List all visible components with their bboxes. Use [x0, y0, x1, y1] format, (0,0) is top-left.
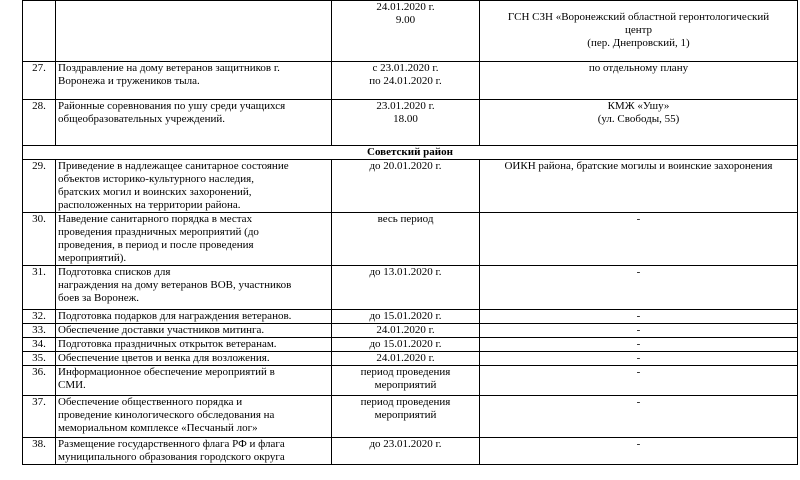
event-line: Информационное обеспечение мероприятий в [58, 366, 275, 378]
row-number-cell: 38. [23, 438, 56, 465]
place-cell [480, 352, 798, 366]
date-cell [332, 266, 480, 310]
table-row [23, 338, 798, 352]
date-line: до 13.01.2020 г. [369, 266, 442, 278]
row-number-cell: 27. [23, 62, 56, 100]
place-cell [480, 396, 798, 438]
row-number-cell: 33. [23, 324, 56, 338]
table-row [23, 438, 798, 465]
table-row [23, 266, 798, 310]
section-row [23, 146, 798, 160]
place-cell [480, 213, 798, 266]
event-line: награждения на дому ветеранов ВОВ, участников [58, 279, 292, 291]
event-cell [56, 310, 332, 324]
place-cell [480, 1, 798, 62]
date-line: мероприятий [374, 409, 437, 421]
place-cell [480, 160, 798, 213]
event-cell [56, 1, 332, 62]
place-cell [480, 310, 798, 324]
event-cell [56, 100, 332, 146]
row-number-cell: 36. [23, 366, 56, 396]
row-number-cell: 34. [23, 338, 56, 352]
event-line: Обеспечение цветов и венка для возложения. [58, 352, 270, 364]
place-cell [480, 338, 798, 352]
date-cell [332, 366, 480, 396]
table-row [23, 396, 798, 438]
place-line: (ул. Свободы, 55) [597, 113, 680, 125]
event-cell [56, 62, 332, 100]
place-line: - [636, 438, 641, 450]
place-cell [480, 366, 798, 396]
place-line: центр [624, 24, 653, 36]
place-line: - [636, 310, 641, 322]
date-line: до 23.01.2020 г. [369, 438, 442, 450]
table-row [23, 160, 798, 213]
section-title: Советский район [23, 146, 798, 160]
date-line: 24.01.2020 г. [376, 1, 435, 13]
date-line: весь период [377, 213, 434, 225]
row-number-cell [23, 1, 56, 62]
date-cell [332, 324, 480, 338]
date-cell [332, 1, 480, 62]
event-line: Подготовка подарков для награждения ветеранов. [58, 310, 292, 322]
place-cell [480, 324, 798, 338]
table-row [23, 62, 798, 100]
event-line: проведения, в период и после проведения [58, 239, 254, 251]
place-line: - [636, 366, 641, 378]
event-line: боев за Воронеж. [58, 292, 139, 304]
event-line: Поздравление на дому ветеранов защитников г. [58, 62, 280, 74]
date-line: 18.00 [393, 113, 418, 125]
date-line: 9.00 [395, 14, 416, 26]
place-cell [480, 100, 798, 146]
event-line: общеобразовательных учреждений. [58, 113, 225, 125]
date-line: до 15.01.2020 г. [369, 310, 442, 322]
place-cell [480, 266, 798, 310]
event-line: Приведение в надлежащее санитарное состояние [58, 160, 289, 172]
table-row [23, 1, 798, 62]
date-cell [332, 62, 480, 100]
row-number-cell: 30. [23, 213, 56, 266]
row-number-cell: 37. [23, 396, 56, 438]
event-line: СМИ. [58, 379, 86, 391]
place-line: КМЖ «Ушу» [607, 100, 670, 112]
event-line: Наведение санитарного порядка в местах [58, 213, 253, 225]
event-cell [56, 352, 332, 366]
event-line: Воронежа и тружеников тыла. [58, 75, 200, 87]
date-cell [332, 396, 480, 438]
row-number-cell: 29. [23, 160, 56, 213]
event-line: Обеспечение доставки участников митинга. [58, 324, 265, 336]
event-cell [56, 438, 332, 465]
date-line: 24.01.2020 г. [376, 352, 435, 364]
event-cell [56, 324, 332, 338]
date-cell [332, 438, 480, 465]
table-row [23, 366, 798, 396]
place-line: - [636, 324, 641, 336]
place-line: - [636, 338, 641, 350]
date-line: 23.01.2020 г. [376, 100, 435, 112]
table-row [23, 324, 798, 338]
event-line: проведение кинологического обследования на [58, 409, 275, 421]
event-line: Подготовка списков для [58, 266, 171, 278]
date-line: 24.01.2020 г. [376, 324, 435, 336]
place-line: - [636, 266, 641, 278]
date-line: по 24.01.2020 г. [369, 75, 442, 87]
table-row [23, 100, 798, 146]
place-line: - [636, 213, 641, 225]
event-line: Районные соревнования по ушу среди учащихся [58, 100, 286, 112]
date-line: с 23.01.2020 г. [372, 62, 439, 74]
place-line: (пер. Днепровский, 1) [587, 37, 690, 49]
event-line: мемориальном комплексе «Песчаный лог» [58, 422, 258, 434]
schedule-table [22, 0, 798, 465]
table-row [23, 310, 798, 324]
place-line: - [636, 352, 641, 364]
event-line: мероприятий). [58, 252, 127, 264]
date-cell [332, 160, 480, 213]
event-line: муниципального образования городского округа [58, 451, 285, 463]
date-line: до 20.01.2020 г. [369, 160, 442, 172]
table-row [23, 213, 798, 266]
event-line: Обеспечение общественного порядка и [58, 396, 243, 408]
date-cell [332, 213, 480, 266]
date-cell [332, 352, 480, 366]
event-line: объектов историко-культурного наследия, [58, 173, 254, 185]
place-cell [480, 438, 798, 465]
row-number-cell: 31. [23, 266, 56, 310]
event-line: расположенных на территории района. [58, 199, 241, 211]
place-line: - [636, 396, 641, 408]
event-cell [56, 396, 332, 438]
date-cell [332, 338, 480, 352]
event-cell [56, 213, 332, 266]
row-number-cell: 35. [23, 352, 56, 366]
row-number-cell: 32. [23, 310, 56, 324]
date-line: период проведения [360, 396, 451, 408]
table-row [23, 352, 798, 366]
row-number-cell: 28. [23, 100, 56, 146]
event-cell [56, 160, 332, 213]
event-cell [56, 366, 332, 396]
event-line: братских могил и воинских захоронений, [58, 186, 252, 198]
event-line: Размещение государственного флага РФ и флага [58, 438, 285, 450]
event-line: Подготовка праздничных открыток ветеранам. [58, 338, 277, 350]
place-line: ГСН СЗН «Воронежский областной геронтологический [507, 11, 770, 23]
date-line: период проведения [360, 366, 451, 378]
date-line: мероприятий [374, 379, 437, 391]
place-line: по отдельному плану [588, 62, 689, 74]
place-line: ОИКН района, братские могилы и воинские захоронения [504, 160, 773, 172]
event-cell [56, 338, 332, 352]
date-cell [332, 100, 480, 146]
event-line: проведения праздничных мероприятий (до [58, 226, 259, 238]
event-cell [56, 266, 332, 310]
date-line: до 15.01.2020 г. [369, 338, 442, 350]
date-cell [332, 310, 480, 324]
place-cell [480, 62, 798, 100]
